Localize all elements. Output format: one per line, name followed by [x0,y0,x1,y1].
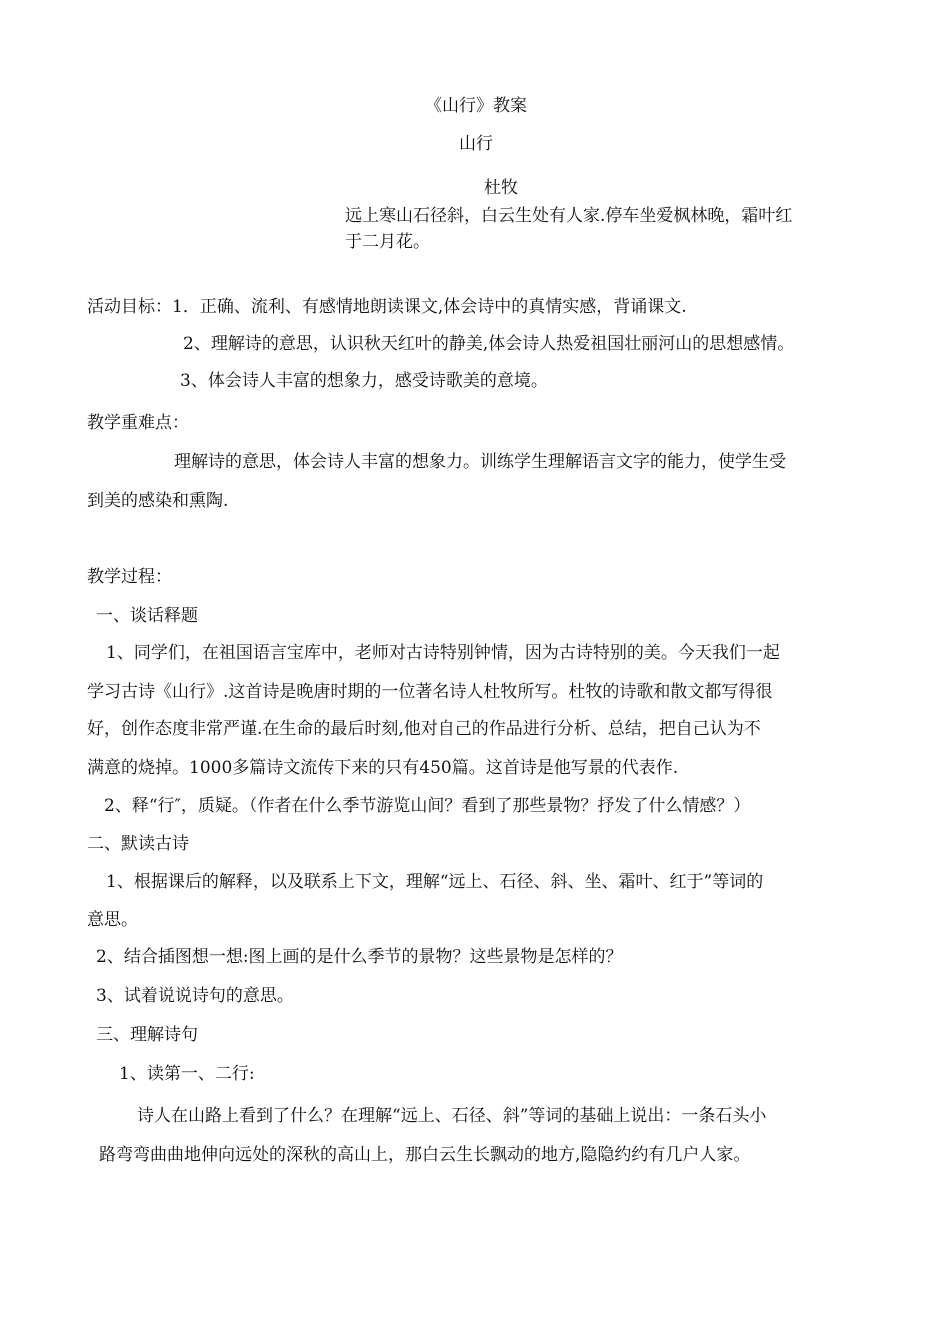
poem-line: 远上寒山石径斜，白云生处有人家.停车坐爱枫林晚，霜叶红 [345,206,793,226]
goal-item: 2、理解诗的意思，认识秋天红叶的静美,体会诗人热爱祖国壮丽河山的思想感情。 [183,334,795,354]
process-label: 教学过程： [87,567,172,587]
paragraph-line: 学习古诗《山行》.这首诗是晚唐时期的一位著名诗人杜牧所写。杜牧的诗歌和散文都写得很 [87,682,773,702]
paragraph-line: 诗人在山路上看到了什么？在理解“远上、石径、斜”等词的基础上说出：一条石头小 [137,1106,767,1126]
paragraph-line: 1、根据课后的解释，以及联系上下文，理解“远上、石径、斜、坐、霜叶、红于”等词的 [106,872,764,892]
poem-line: 于二月花。 [345,232,430,252]
poem-title: 山行 [459,134,493,154]
section-heading: 三、理解诗句 [96,1025,198,1045]
section-heading: 一、谈话释题 [96,606,198,626]
key-points-line: 理解诗的意思，体会诗人丰富的想象力。训练学生理解语言文字的能力，使学生受 [174,452,786,472]
key-points-line: 到美的感染和熏陶. [87,491,229,511]
goal-item: 3、体会诗人丰富的想象力，感受诗歌美的意境。 [180,371,548,391]
paragraph-line: 2、结合插图想一想:图上画的是什么季节的景物？这些景物是怎样的？ [96,947,623,967]
paragraph-line: 路弯弯曲曲地伸向远处的深秋的高山上，那白云生长飘动的地方,隐隐约约有几户人家。 [99,1145,751,1165]
section-heading: 二、默读古诗 [87,834,189,854]
goals-label: 活动目标： [87,297,172,317]
sub-heading: 1、读第一、二行: [119,1064,255,1084]
paragraph-line: 2、释“行″，质疑。（作者在什么季节游览山间？看到了那些景物？抒发了什么情感？） [104,796,751,816]
document-title: 《山行》教案 [425,96,527,116]
poem-author: 杜牧 [484,178,518,198]
paragraph-line: 3、试着说说诗句的意思。 [96,986,294,1006]
paragraph-line: 满意的烧掉。1000多篇诗文流传下来的只有450篇。这首诗是他写景的代表作. [87,758,679,778]
goal-item: 1．正确、流利、有感情地朗读课文,体会诗中的真情实感，背诵课文. [172,297,687,317]
paragraph-line: 1、同学们，在祖国语言宝库中，老师对古诗特别钟情，因为古诗特别的美。今天我们一起 [106,643,780,663]
paragraph-line: 意思。 [87,910,138,930]
paragraph-line: 好，创作态度非常严谨.在生命的最后时刻,他对自己的作品进行分析、总结，把自己认为不 [87,719,761,739]
key-points-label: 教学重难点： [87,413,189,433]
